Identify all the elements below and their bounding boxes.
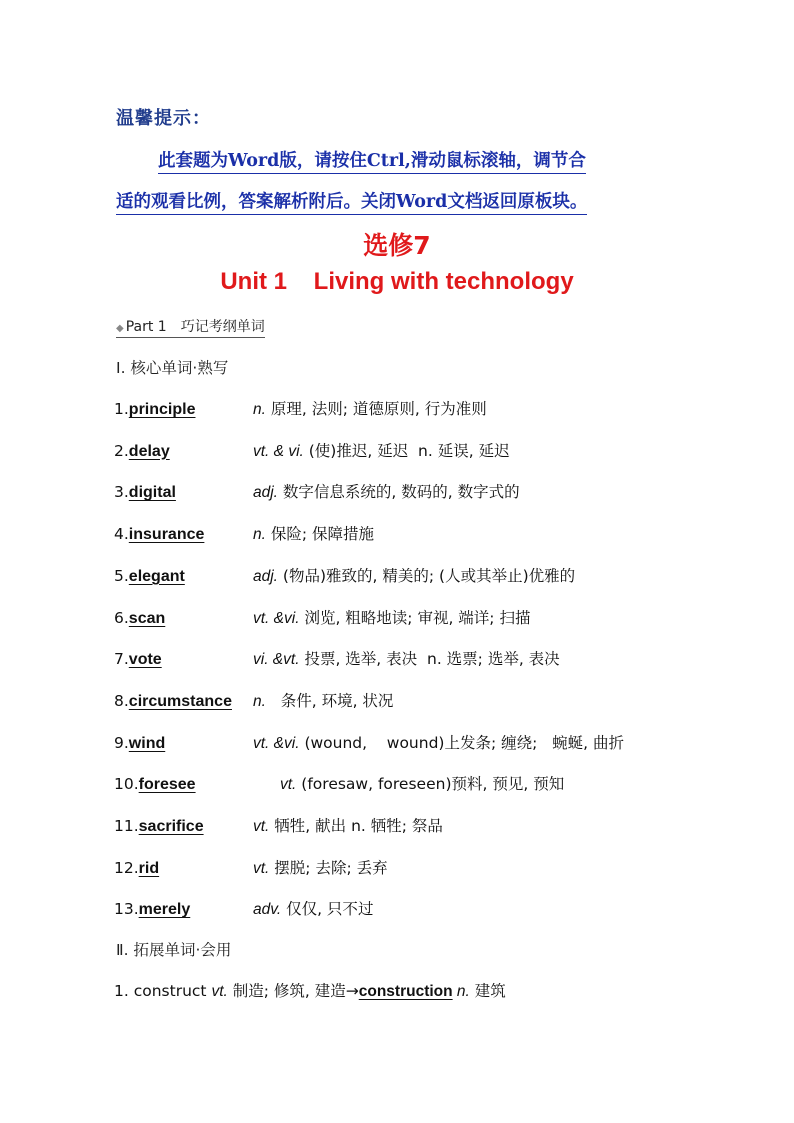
word-meaning: 浏览, 粗略地读; 审视, 端详; 扫描 (299, 608, 531, 627)
vocab-word: vote (128, 651, 162, 669)
word-definition (253, 480, 520, 505)
part-of-speech: n. (253, 526, 266, 544)
word-row (114, 897, 374, 921)
extended-target-word: construction (358, 983, 453, 1000)
part-of-speech: vi. &vt. (253, 651, 300, 669)
section-2-title: Ⅱ. 拓展单词·会用 (116, 941, 232, 959)
word-number: 1. (114, 400, 129, 418)
word-definition (253, 564, 575, 589)
word-meaning: 数字信息系统的, 数码的, 数字式的 (278, 483, 520, 502)
word-row (114, 856, 388, 880)
word-meaning: 摆脱; 去除; 丢弃 (269, 858, 388, 877)
word-definition (253, 606, 530, 631)
diamond-icon: ◆ (116, 323, 124, 334)
word-meaning: 条件, 环境, 状况 (265, 691, 394, 710)
word-row (114, 772, 565, 796)
word-definition (253, 731, 624, 756)
tip-line-2: 适的观看比例，答案解析附后。关闭Word文档返回原板块。 (116, 188, 587, 215)
word-meaning: 保险; 保障措施 (265, 525, 375, 544)
word-number: 13. (114, 900, 139, 919)
word-row (114, 522, 375, 546)
extended-base-meaning: 制造; 修筑, 建造→ (227, 982, 359, 1000)
word-row (114, 731, 624, 755)
word-number: 10. (114, 775, 139, 794)
word-definition (253, 897, 373, 922)
part-of-speech: n. (253, 401, 266, 418)
word-number: 8. (114, 691, 129, 710)
word-definition (280, 772, 564, 797)
part-of-speech: adv. (253, 901, 282, 919)
word-number: 6. (114, 608, 129, 627)
vocab-word: delay (128, 442, 170, 460)
word-number: 7. (114, 650, 129, 669)
word-number: 4. (114, 525, 129, 544)
word-row (114, 689, 394, 713)
part-title: 巧记考纲单词 (180, 319, 265, 335)
word-definition (253, 856, 388, 881)
volume-title: 选修7 (363, 231, 431, 260)
word-definition (253, 814, 443, 839)
word-row (114, 397, 487, 421)
vocab-word: elegant (128, 567, 185, 585)
unit-title: Unit 1 Living with technology (220, 268, 574, 295)
extended-num: 1. (114, 982, 134, 1000)
part-of-speech: vt. (253, 818, 270, 835)
word-row (114, 814, 443, 838)
word-meaning: (物品)雅致的, 精美的; (人或其举止)优雅的 (278, 566, 576, 585)
word-definition (253, 439, 510, 464)
word-number: 12. (114, 858, 139, 877)
part-of-speech: vt. &vi. (253, 734, 300, 752)
word-definition (253, 397, 487, 422)
section-1-title: Ⅰ. 核心单词·熟写 (116, 359, 229, 377)
part-of-speech: vt. (280, 776, 297, 794)
word-meaning: (wound, wound)上发条; 缠绕; 蜿蜒, 曲折 (299, 733, 624, 752)
word-meaning: 牺牲, 献出 n. 牺牲; 祭品 (269, 817, 443, 835)
word-number: 11. (114, 817, 139, 835)
vocab-word: insurance (128, 526, 205, 544)
vocab-word: sacrifice (138, 818, 204, 835)
tip-line-1: 此套题为Word版，请按住Ctrl,滑动鼠标滚轴，调节合 (158, 147, 586, 174)
tip-title: 温馨提示： (116, 108, 211, 129)
word-meaning: (foresaw, foreseen)预料, 预见, 预知 (296, 775, 565, 794)
word-meaning: 投票, 选举, 表决 n. 选票; 选举, 表决 (299, 650, 560, 669)
part-of-speech: adj. (253, 484, 278, 502)
vocab-word: principle (128, 401, 196, 418)
part-of-speech: vt. &vi. (253, 609, 300, 627)
word-number: 2. (114, 441, 129, 460)
extended-word-row (114, 979, 506, 1004)
word-meaning: 原理, 法则; 道德原则, 行为准则 (265, 400, 487, 418)
extended-target-meaning: 建筑 (469, 982, 506, 1000)
vocab-word: wind (128, 734, 166, 752)
part-of-speech: vt. (253, 859, 270, 877)
vocab-word: rid (138, 859, 160, 877)
extended-base-word: construct (133, 982, 212, 1000)
vocab-word: circumstance (128, 692, 232, 710)
word-number: 9. (114, 733, 129, 752)
word-row (114, 480, 520, 504)
part-of-speech: vt. & vi. (253, 442, 304, 460)
word-number: 5. (114, 566, 129, 585)
word-number: 3. (114, 483, 129, 502)
part-of-speech: n. (253, 692, 266, 710)
word-definition (253, 522, 374, 547)
part-of-speech: adj. (253, 567, 278, 585)
word-meaning: 仅仅, 只不过 (281, 900, 374, 919)
extended-target-pos: n. (452, 983, 470, 1000)
word-row (114, 564, 576, 588)
word-meaning: (使)推迟, 延迟 n. 延误, 延迟 (303, 441, 510, 460)
word-definition (253, 689, 393, 714)
word-row (114, 606, 531, 630)
word-row (114, 439, 510, 463)
vocab-word: scan (128, 609, 166, 627)
part-heading (116, 316, 265, 338)
vocab-word: digital (128, 484, 176, 502)
extended-base-pos: vt. (211, 983, 228, 1000)
vocab-word: merely (138, 901, 191, 919)
part-number: Part 1 (125, 319, 167, 335)
word-row (114, 647, 560, 671)
vocab-word: foresee (138, 776, 196, 794)
word-definition (253, 647, 560, 672)
